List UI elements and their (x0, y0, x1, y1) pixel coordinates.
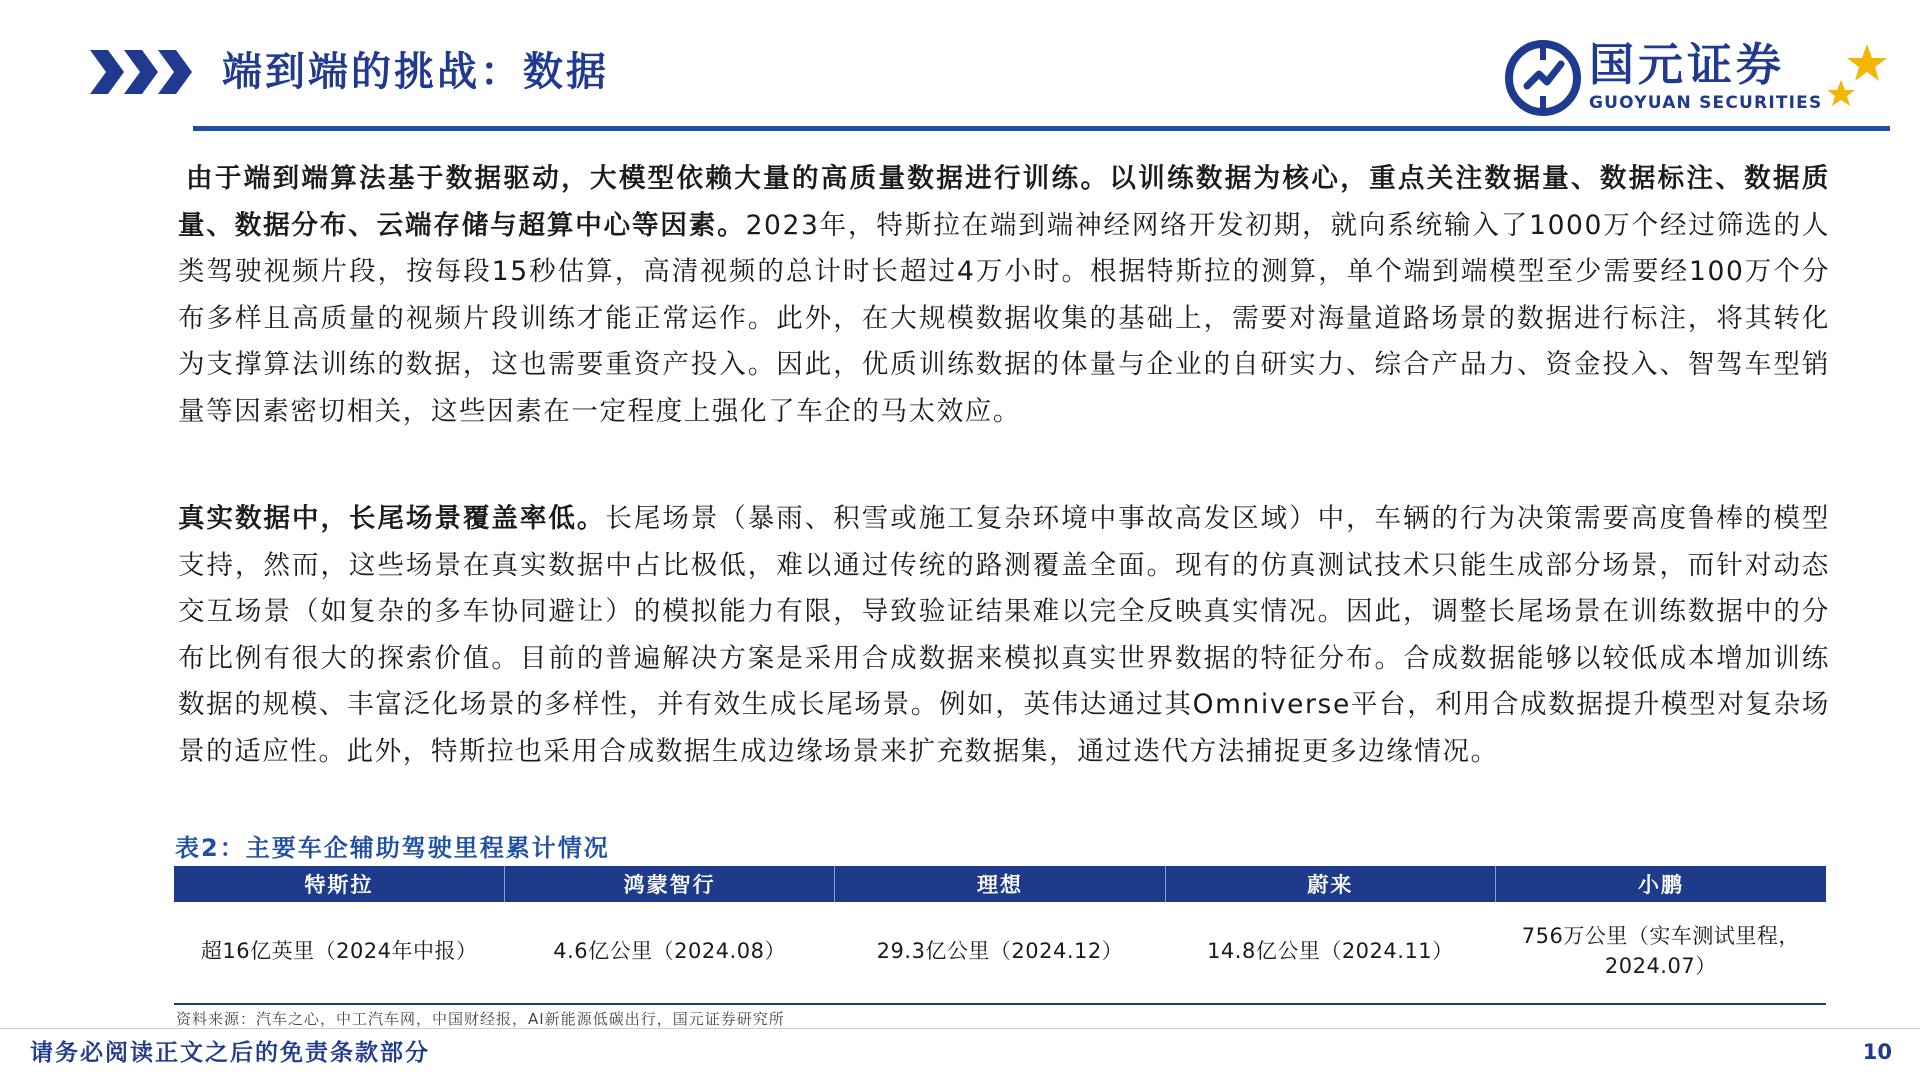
paragraph-2-body: 长尾场景（暴雨、积雪或施工复杂环境中事故高发区域）中，车辆的行为决策需要高度鲁棒的模型支持，然而，这些场景在真实数据中占比极低，难以通过传统的路测覆盖全面。现有的仿真测试技术只能生成部分场景，而针对动态交互场景（如复杂的多车协同避让）的模拟能力有限，导致验证结果难以完全反映真实情况。因此，调整长尾场景在训练数据中的分布比例有很大的探索价值。目前的普遍解决方案是采用合成数据来模拟真实世界数据的特征分布。合成数据能够以较低成本增加训练数据的规模、丰富泛化场景的多样性，并有效生成长尾场景。例如，英伟达通过其Omniverse平台，利用合成数据提升模型对复杂场景的适应性。此外，特斯拉也采用合成数据生成边缘场景来扩充数据集，通过迭代方法捕捉更多边缘情况。 (178, 503, 1830, 767)
paragraph-long-tail (178, 496, 1830, 775)
table-cell: 756万公里（实车测试里程，2024.07） (1521, 924, 1800, 978)
source-note: 资料来源：汽车之心，中工汽车网，中国财经报，AI新能源低碳出行，国元证券研究所 (176, 1010, 785, 1028)
table-header-cell: 理想 (835, 866, 1165, 902)
mileage-table (174, 866, 1826, 1000)
table-row (174, 902, 1826, 1000)
disclaimer-text: 请务必阅读正文之后的免责条款部分 (30, 1040, 430, 1066)
table-cell: 超16亿英里（2024年中报） (200, 939, 478, 963)
logo-chinese-name: 国元证券 (1589, 38, 1786, 91)
table-header-row (174, 866, 1826, 902)
page-number: 10 (1862, 1040, 1892, 1064)
page-title: 端到端的挑战：数据 (222, 49, 609, 95)
table-header-cell: 特斯拉 (174, 866, 504, 902)
table-header-cell: 鸿蒙智行 (504, 866, 834, 902)
logo-english-name: GUOYUAN SECURITIES (1589, 93, 1823, 113)
table-caption: 表2：主要车企辅助驾驶里程累计情况 (175, 834, 610, 862)
table-bottom-border (174, 1003, 1826, 1005)
table-header-cell: 小鹏 (1496, 866, 1826, 902)
paragraph-1-body: 2023年，特斯拉在端到端神经网络开发初期，就向系统输入了1000万个经过筛选的人类驾驶视频片段，按每段15秒估算，高清视频的总计时长超过4万小时。根据特斯拉的测算，单个端到端模型至少需要经100万个分布多样且高质量的视频片段训练才能正常运作。此外，在大规模数据收集的基础上，需要对海量道路场景的数据进行标注，将其转化为支撑算法训练的数据，这也需要重资产投入。因此，优质训练数据的体量与企业的自研实力、综合产品力、资金投入、智驾车型销量等因素密切相关，这些因素在一定程度上强化了车企的马太效应。 (178, 209, 1830, 427)
chevron-arrows-icon (90, 50, 200, 94)
paragraph-2-lead: 真实数据中，长尾场景覆盖率低。 (178, 503, 606, 534)
company-logo (1505, 38, 1890, 118)
header-divider (193, 126, 1890, 131)
paragraph-1-lead: 由于端到端算法基于数据驱动，大模型依赖大量的高质量数据进行训练。以训练数据为核心，重点关注数据量、数据标注、数据质量、数据分布、云端存储与超算中心等因素。 (178, 163, 1830, 241)
table-cell: 29.3亿公里（2024.12） (876, 939, 1124, 963)
table-header-cell: 蔚来 (1165, 866, 1495, 902)
gold-stars-icon (1827, 44, 1889, 112)
footer-divider (0, 1028, 1920, 1029)
paragraph-data-challenge (178, 156, 1830, 435)
table-cell: 4.6亿公里（2024.08） (553, 939, 786, 963)
logo-emblem-icon (1505, 40, 1581, 116)
table-cell: 14.8亿公里（2024.11） (1207, 939, 1454, 963)
